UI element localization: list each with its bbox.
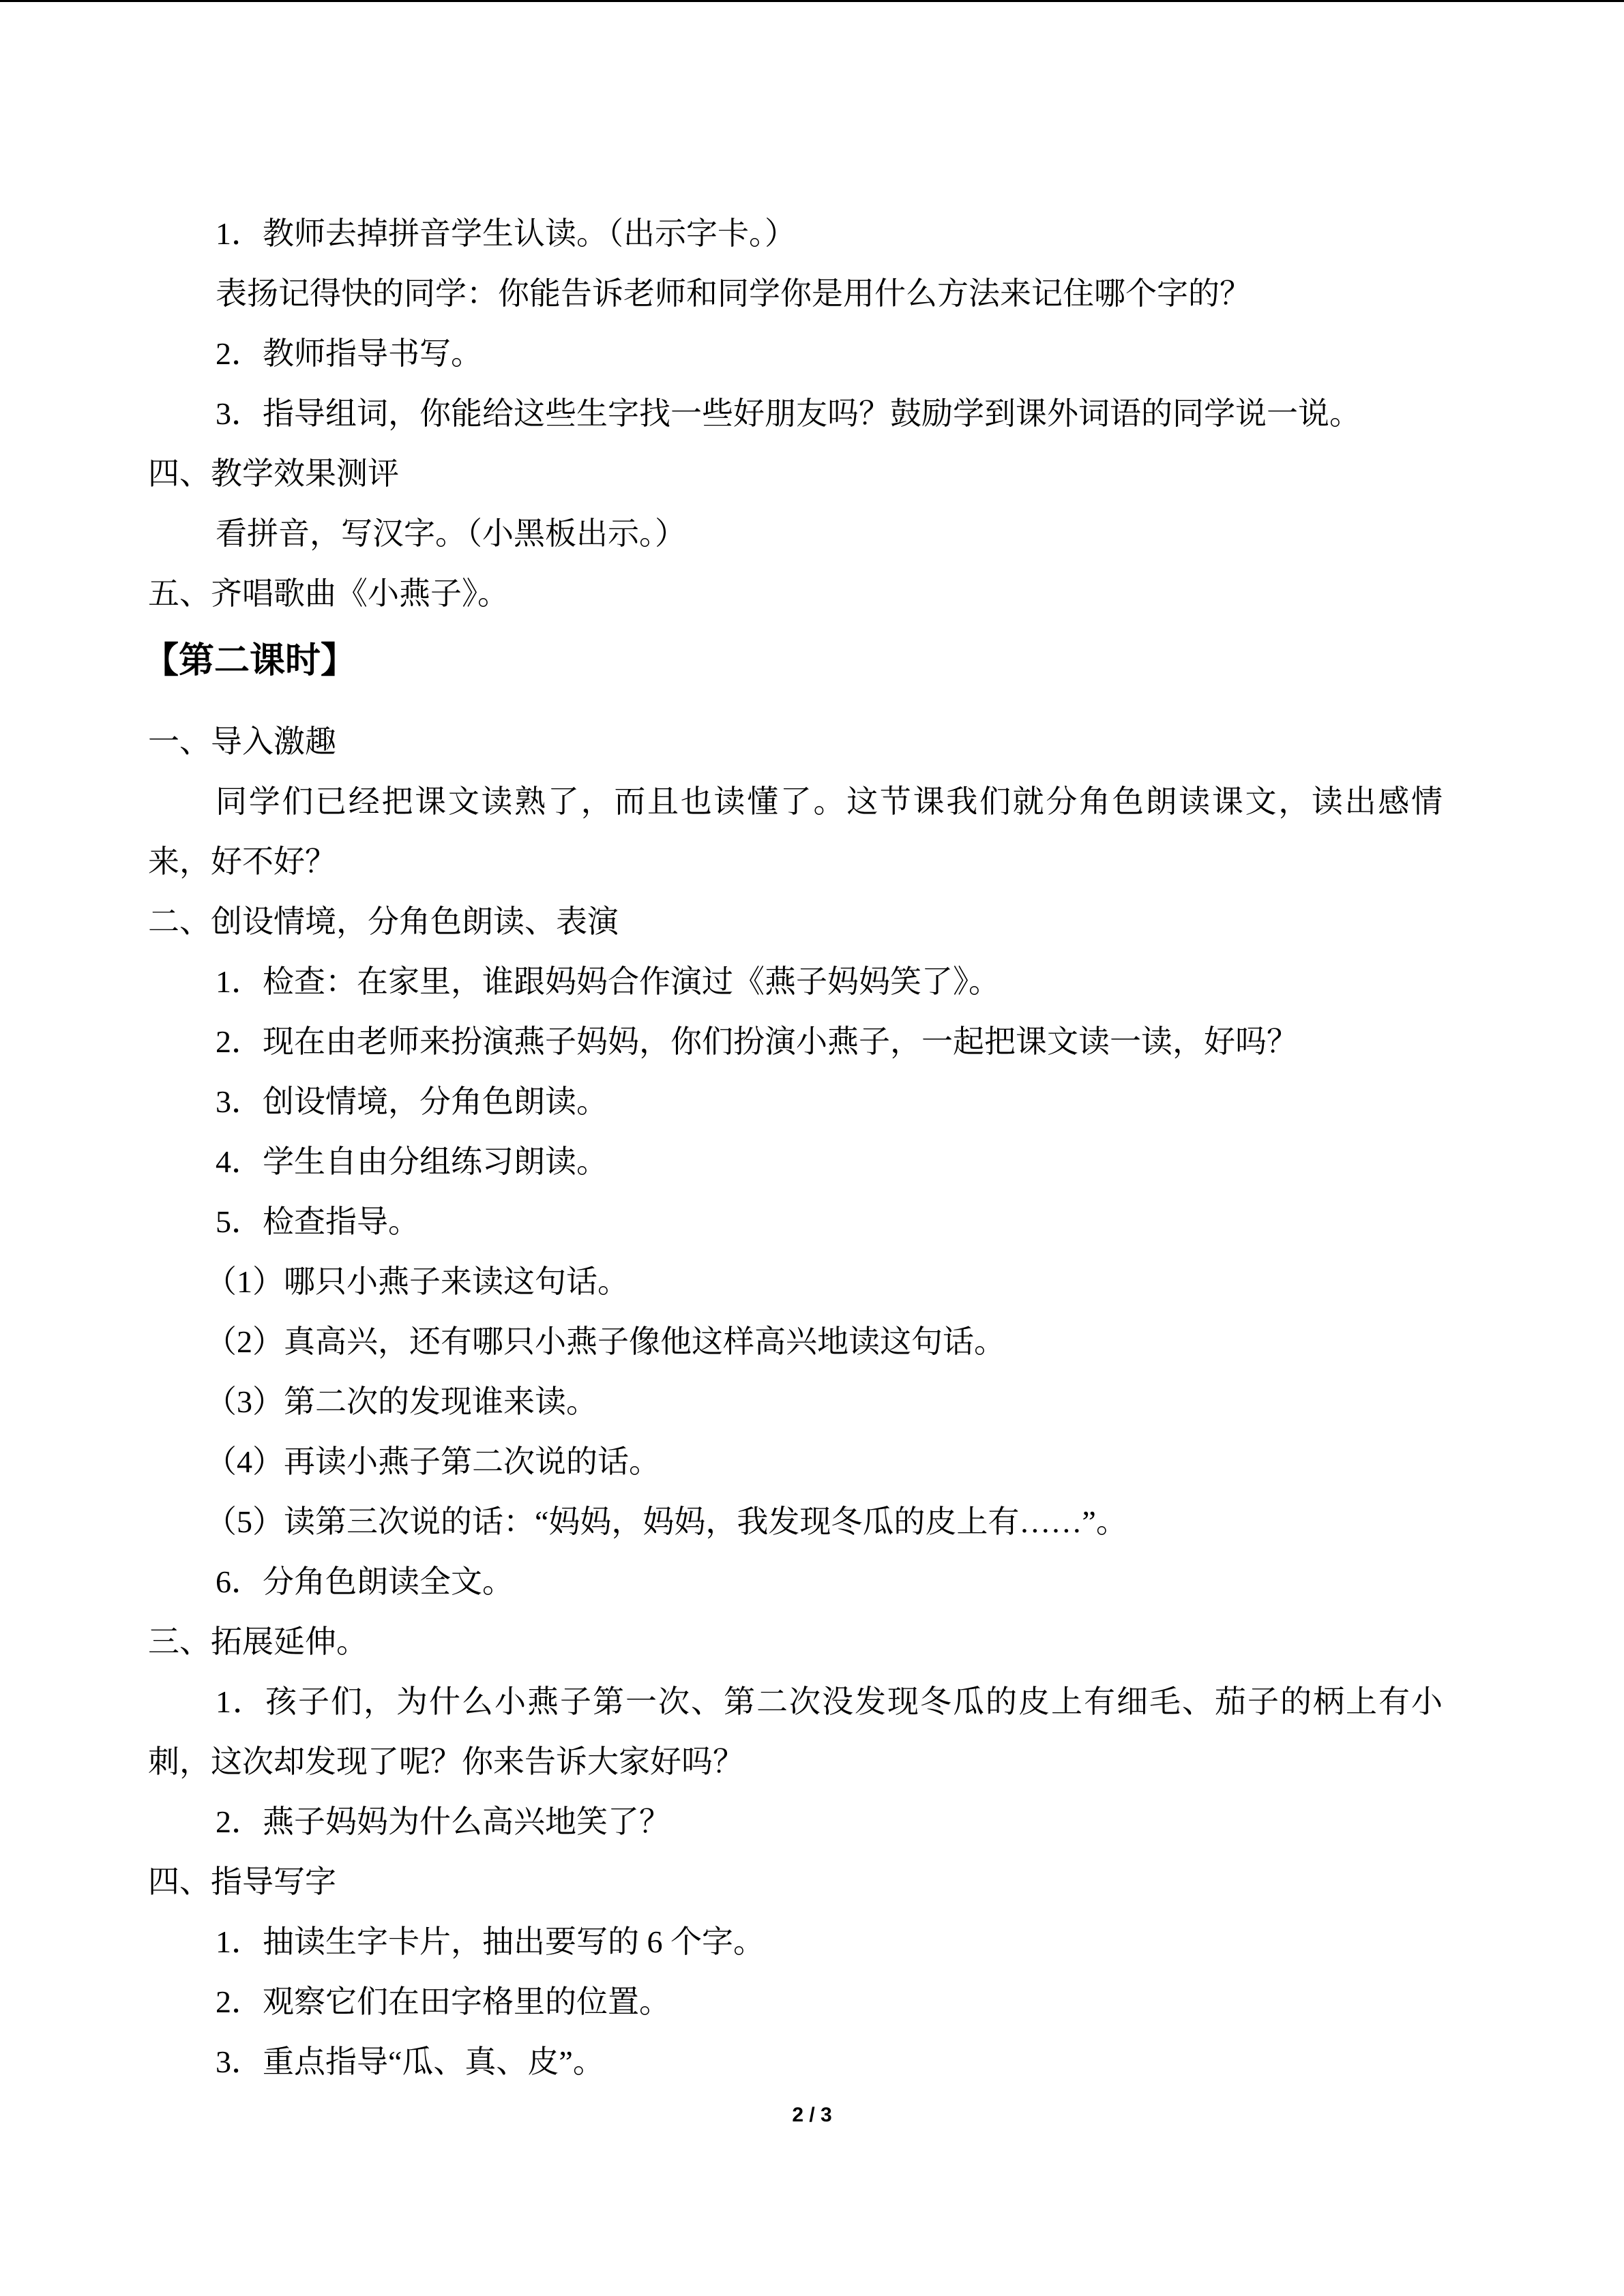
step-item: 2．现在由老师来扮演燕子妈妈，你们扮演小燕子，一起把课文读一读，好吗？: [216, 1024, 1298, 1059]
lesson-title: 【第二课时】: [143, 642, 357, 681]
step-item: 2．观察它们在田字格里的位置。: [216, 1984, 670, 2019]
step-item: 2．教师指导书写。: [216, 336, 482, 371]
step-item: 1．孩子们，为什么小燕子第一次、第二次没发现冬瓜的皮上有细毛、茄子的柄上有小: [216, 1684, 1443, 1719]
page-number: 2 / 3: [792, 2104, 832, 2126]
step-item: 6．分角色朗读全文。: [216, 1564, 514, 1599]
step-item: 1．教师去掉拼音学生认读。（出示字卡。）: [216, 216, 796, 251]
step-item: 3．创设情境，分角色朗读。: [216, 1084, 608, 1119]
paragraph-line: 刺，这次却发现了呢？你来告诉大家好吗？: [148, 1744, 744, 1779]
step-item: 3．重点指导“瓜、真、皮”。: [216, 2044, 604, 2079]
step-item: 1．检查：在家里，谁跟妈妈合作演过《燕子妈妈笑了》。: [216, 964, 1000, 999]
sub-step-item: （1）哪只小燕子来读这句话。: [205, 1264, 629, 1299]
section-heading: 三、拓展延伸。: [148, 1624, 368, 1659]
step-item: 4．学生自由分组练习朗读。: [216, 1144, 608, 1179]
section-heading: 五、齐唱歌曲《小燕子》。: [148, 576, 509, 611]
paragraph-line: 来，好不好？: [148, 844, 336, 879]
section-heading: 四、指导写字: [148, 1864, 336, 1899]
step-item: 2．燕子妈妈为什么高兴地笑了？: [216, 1804, 670, 1839]
step-item: 1．抽读生字卡片，抽出要写的 6 个字。: [216, 1924, 765, 1959]
paragraph-line: 同学们已经把课文读熟了，而且也读懂了。这节课我们就分角色朗读课文，读出感情: [216, 784, 1443, 819]
section-heading: 四、教学效果测评: [148, 456, 399, 491]
paragraph-line: 看拼音，写汉字。（小黑板出示。）: [216, 516, 686, 551]
lesson-two: [148, 712, 1443, 2092]
section-heading: 二、创设情境，分角色朗读、表演: [148, 904, 619, 939]
sub-step-item: （4）再读小燕子第二次说的话。: [205, 1444, 660, 1479]
step-item: 3．指导组词，你能给这些生字找一些好朋友吗？鼓励学到课外词语的同学说一说。: [216, 396, 1361, 431]
top-border-line: [0, 0, 1624, 2]
lesson-one-continued: [148, 204, 1443, 624]
sub-step-item: （5）读第三次说的话：“妈妈，妈妈，我发现冬瓜的皮上有……”。: [205, 1504, 1127, 1539]
step-item: 5．检查指导。: [216, 1204, 419, 1239]
sub-step-item: （3）第二次的发现谁来读。: [205, 1384, 597, 1419]
sub-step-item: （2）真高兴，还有哪只小燕子像他这样高兴地读这句话。: [205, 1324, 1005, 1359]
paragraph-line: 表扬记得快的同学：你能告诉老师和同学你是用什么方法来记住哪个字的？: [216, 276, 1251, 311]
section-heading: 一、导入激趣: [148, 724, 336, 759]
